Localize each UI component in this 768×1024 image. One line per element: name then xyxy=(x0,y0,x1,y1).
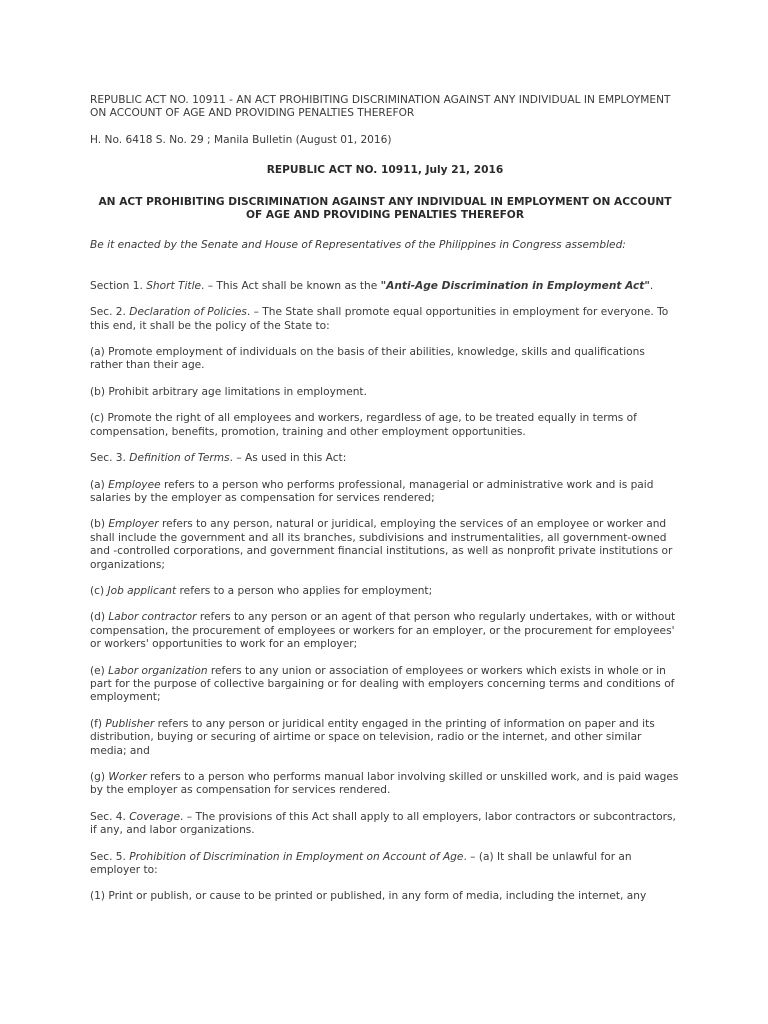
section-2-label: Sec. 2. xyxy=(90,306,130,319)
document-title: REPUBLIC ACT NO. 10911 - AN ACT PROHIBITING DISCRIMINATION AGAINST ANY INDIVIDUAL IN EMPLOYMENT ON ACCOUNT OF AGE AND PROVIDING PENALTIES THEREFOR xyxy=(90,94,671,120)
definition-term: Labor organization xyxy=(108,664,208,677)
definition-text: refers to any union or association of employees or workers which exists in whole or in part for the purpose of collective bargaining or for dealing with employers concerning terms and conditions of employment; xyxy=(90,664,675,704)
definition-term: Employer xyxy=(108,518,159,531)
definition-text: refers to a person who performs professional, managerial or administrative work and is paid salaries by the employer as compensation for services rendered; xyxy=(90,478,654,504)
definition-term: Publisher xyxy=(105,717,155,730)
section-3 xyxy=(90,452,680,465)
definition-worker xyxy=(90,771,680,798)
section-4-label: Sec. 4. xyxy=(90,810,130,823)
section-4 xyxy=(90,811,680,838)
section-4-text: . – The provisions of this Act shall apply to all employers, labor contractors or subcontractors, if any, and labor organizations. xyxy=(90,810,676,837)
policy-item-b: (b) Prohibit arbitrary age limitations in employment. xyxy=(90,385,367,398)
definition-term: Job applicant xyxy=(107,584,177,597)
definition-prefix: (e) xyxy=(90,664,109,677)
definition-text: refers to any person or juridical entity engaged in the printing of information on paper and its distribution, buying or securing of airtime or space on television, radio or the internet, and other similar media; and xyxy=(90,717,655,757)
section-1-heading: Short Title xyxy=(146,279,202,292)
section-5-heading: Prohibition of Discrimination in Employment on Account of Age xyxy=(129,850,464,863)
section-2-heading: Declaration of Policies xyxy=(129,306,247,319)
section-1 xyxy=(90,280,680,293)
section-5-text: . – (a) It shall be unlawful for an employer to: xyxy=(90,850,632,877)
definition-prefix: (g) xyxy=(90,771,109,783)
section-3-text: . – As used in this Act: xyxy=(229,452,347,465)
section-1-text-end: . xyxy=(649,279,654,292)
definition-term: Worker xyxy=(108,771,147,783)
act-short-title: "Anti-Age Discrimination in Employment Act" xyxy=(380,279,650,292)
section-3-heading: Definition of Terms xyxy=(129,452,230,465)
section-3-label: Sec. 3. xyxy=(90,452,130,465)
section-1-text: . – This Act shall be known as the xyxy=(201,279,381,292)
act-number: REPUBLIC ACT NO. 10911, July 21, 2016 xyxy=(266,164,504,177)
definition-term: Labor contractor xyxy=(108,611,197,624)
section-5 xyxy=(90,851,680,878)
definition-text: refers to a person who applies for employment; xyxy=(176,584,433,597)
definition-text: refers to any person or an agent of that person who regularly undertakes, with or without compensation, the procurement of employees or workers for an employer, or the procurement for employees' or workers' opportunities to work for an employer; xyxy=(90,611,676,651)
definition-prefix: (d) xyxy=(90,611,109,624)
definition-prefix: (b) xyxy=(90,518,109,531)
section-4-heading: Coverage xyxy=(129,810,181,823)
section-1-label: Section 1. xyxy=(90,279,147,292)
section-5-item-1: (1) Print or publish, or cause to be printed or published, in any form of media, including the internet, any xyxy=(90,890,647,903)
definition-job-applicant xyxy=(90,585,680,598)
act-title: AN ACT PROHIBITING DISCRIMINATION AGAINST ANY INDIVIDUAL IN EMPLOYMENT ON ACCOUNT OF AGE AND PROVIDING PENALTIES THEREFOR xyxy=(98,195,672,222)
section-2-text: . – The State shall promote equal opportunities in employment for everyone. To this end, it shall be the policy of the State to: xyxy=(90,306,669,332)
definition-text: refers to any person, natural or juridical, employing the services of an employee or worker and shall include the government and all its branches, subdivisions and instrumentalities, all government-owned and -controlled corporations, and government financial institutions, as well as nonprofit private institutions or organizations; xyxy=(90,518,673,571)
definition-publisher xyxy=(90,718,680,758)
definition-prefix: (f) xyxy=(90,717,106,730)
section-2 xyxy=(90,306,680,333)
section-5-label: Sec. 5. xyxy=(90,850,130,863)
bill-reference: H. No. 6418 S. No. 29 ; Manila Bulletin (August 01, 2016) xyxy=(90,133,392,146)
definition-employer xyxy=(90,518,680,572)
enacting-clause: Be it enacted by the Senate and House of Representatives of the Philippines in Congress assembled: xyxy=(90,239,626,252)
policy-item-c: (c) Promote the right of all employees and workers, regardless of age, to be treated equally in terms of compensation, benefits, promotion, training and other employment opportunities. xyxy=(90,412,637,438)
definition-employee xyxy=(90,479,680,506)
policy-item-a: (a) Promote employment of individuals on the basis of their abilities, knowledge, skills and qualifications rather than their age. xyxy=(90,346,645,372)
definition-text: refers to a person who performs manual labor involving skilled or unskilled work, and is paid wages by the employer as compensation for services rendered. xyxy=(90,771,679,797)
definition-prefix: (a) xyxy=(90,478,109,491)
definition-term: Employee xyxy=(108,478,161,491)
definition-prefix: (c) xyxy=(90,584,108,597)
definition-labor-contractor xyxy=(90,611,680,651)
definition-labor-organization xyxy=(90,665,680,705)
